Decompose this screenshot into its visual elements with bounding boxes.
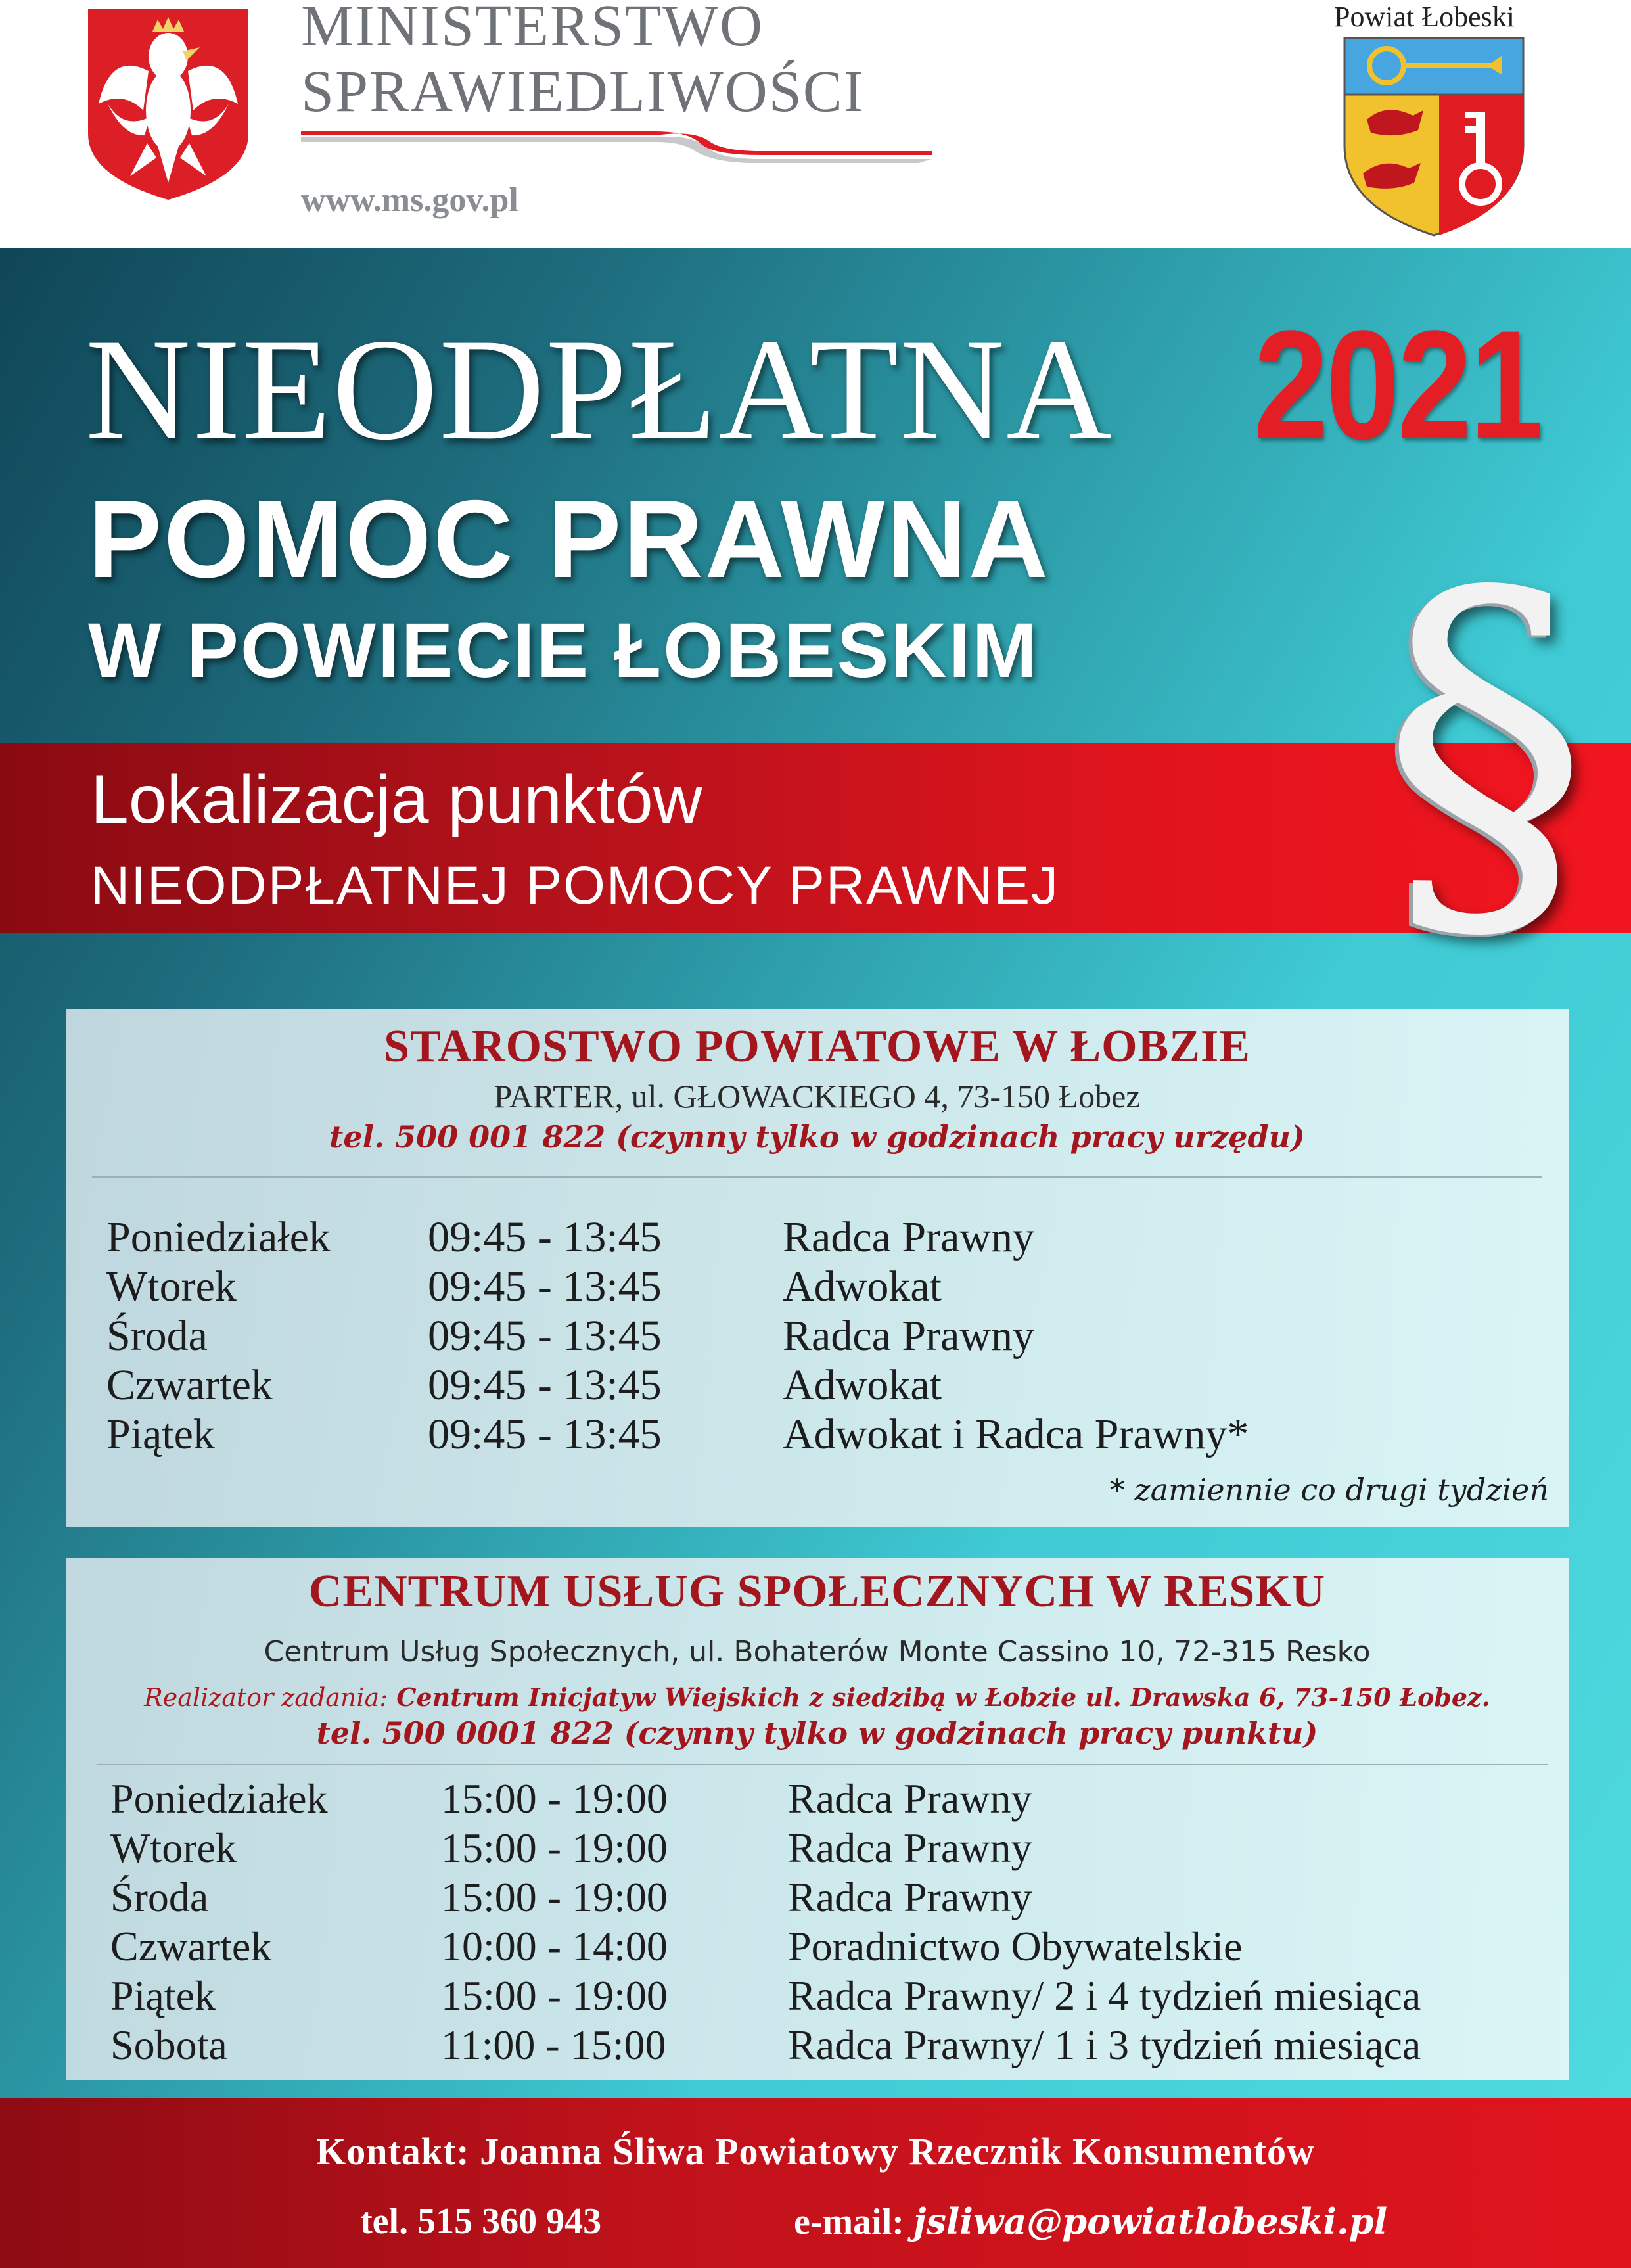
title-line3: W POWIECIE ŁOBESKIM [88, 607, 1039, 694]
location-name: CENTRUM USŁUG SPOŁECZNYCH W RESKU [308, 1566, 1326, 1617]
schedule-day: Piątek [106, 1410, 215, 1458]
schedule-day: Środa [110, 1874, 209, 1920]
divider [92, 1176, 1542, 1178]
schedule-role: Radca Prawny/ 2 i 4 tydzień miesiąca [788, 1972, 1421, 2019]
location-address: Centrum Usług Społecznych, ul. Bohaterów Monte Cassino 10, 72-315 Resko [264, 1635, 1371, 1669]
schedule-row [66, 1360, 1569, 1410]
paragraph-sign-icon: § [1380, 504, 1590, 994]
title-line1: NIEODPŁATNA [85, 309, 1113, 471]
schedule-hours: 11:00 - 15:00 [441, 2022, 666, 2068]
schedule-role: Radca Prawny [783, 1213, 1035, 1261]
schedule-day: Poniedziałek [110, 1775, 328, 1822]
schedule-row [66, 1774, 1569, 1824]
schedule-day: Czwartek [110, 1923, 272, 1970]
location-phone[interactable]: tel. 500 0001 822 (czynny tylko w godzinach pracy punktu) [316, 1715, 1318, 1751]
schedule-hours: 09:45 - 13:45 [428, 1361, 662, 1409]
location-phone[interactable]: tel. 500 001 822 (czynny tylko w godzinach pracy urzędu) [329, 1119, 1305, 1155]
schedule-day: Środa [106, 1312, 208, 1360]
schedule-hours: 09:45 - 13:45 [428, 1213, 662, 1261]
location-name: STAROSTWO POWIATOWE W ŁOBZIE [384, 1021, 1251, 1072]
schedule-hours: 15:00 - 19:00 [441, 1775, 668, 1822]
footer-contact: Kontakt: Joanna Śliwa Powiatowy Rzecznik Konsumentów [316, 2130, 1315, 2173]
schedule-hours: 09:45 - 13:45 [428, 1410, 662, 1458]
ministry-website[interactable]: www.ms.gov.pl [301, 181, 518, 219]
schedule-role: Radca Prawny [783, 1312, 1035, 1360]
schedule-row [66, 1311, 1569, 1361]
location-operator [66, 1682, 1569, 1712]
location-address: PARTER, ul. GŁOWACKIEGO 4, 73-150 Łobez [494, 1078, 1141, 1115]
schedule-hours: 15:00 - 19:00 [441, 1824, 668, 1871]
polish-eagle-emblem-icon [84, 5, 252, 202]
schedule-row [66, 1410, 1569, 1460]
divider [97, 1764, 1548, 1765]
schedule-day: Piątek [110, 1972, 216, 2019]
band-line2: NIEODPŁATNEJ POMOCY PRAWNEJ [91, 856, 1060, 915]
schedule-role: Adwokat i Radca Prawny* [783, 1410, 1249, 1458]
schedule-list [66, 1213, 1569, 1475]
schedule-row [66, 1262, 1569, 1312]
schedule-day: Wtorek [110, 1824, 237, 1871]
schedule-row [66, 1922, 1569, 1972]
powiat-coat-of-arms-icon [1341, 34, 1527, 238]
schedule-role: Poradnictwo Obywatelskie [788, 1923, 1243, 1970]
ministry-name-line2: SPRAWIEDLIWOŚCI [301, 59, 865, 124]
location-card-lobez [66, 1009, 1569, 1527]
schedule-day: Poniedziałek [106, 1213, 331, 1261]
schedule-role: Radca Prawny [788, 1824, 1032, 1871]
schedule-row [66, 1213, 1569, 1262]
schedule-hours: 09:45 - 13:45 [428, 1262, 662, 1310]
schedule-hours: 15:00 - 19:00 [441, 1874, 668, 1920]
schedule-list [66, 1774, 1569, 2077]
schedule-row [66, 2021, 1569, 2071]
email-label: e-mail: [794, 2202, 913, 2242]
schedule-role: Radca Prawny/ 1 i 3 tydzień miesiąca [788, 2022, 1421, 2068]
footer-phone[interactable]: tel. 515 360 943 [360, 2201, 602, 2242]
footer-email[interactable] [794, 2200, 1387, 2243]
band-line1: Lokalizacja punktów [91, 762, 702, 838]
schedule-day: Sobota [110, 2022, 227, 2068]
schedule-footnote: * zamiennie co drugi tydzień [1109, 1472, 1549, 1508]
schedule-hours: 10:00 - 14:00 [441, 1923, 668, 1970]
schedule-role: Adwokat [783, 1361, 942, 1409]
schedule-hours: 09:45 - 13:45 [428, 1312, 662, 1360]
schedule-role: Radca Prawny [788, 1775, 1032, 1822]
schedule-role: Adwokat [783, 1262, 942, 1310]
location-card-resko [66, 1558, 1569, 2080]
title-line2: POMOC PRAWNA [88, 477, 1050, 601]
schedule-day: Wtorek [106, 1262, 237, 1310]
schedule-row [66, 1972, 1569, 2022]
ministry-ribbon-icon [301, 131, 932, 164]
schedule-role: Radca Prawny [788, 1874, 1032, 1920]
email-link[interactable]: jsliwa@powiatlobeski.pl [913, 2200, 1388, 2242]
schedule-day: Czwartek [106, 1361, 273, 1409]
ministry-name-line1: MINISTERSTWO [301, 0, 764, 58]
schedule-hours: 15:00 - 19:00 [441, 1972, 668, 2019]
powiat-label: Powiat Łobeski [1334, 1, 1515, 33]
operator-label: Realizator zadania: [144, 1683, 388, 1712]
schedule-row [66, 1824, 1569, 1874]
operator-value: Centrum Inicjatyw Wiejskich z siedzibą w Łobzie ul. Drawska 6, 73-150 Łobez. [388, 1682, 1490, 1712]
title-year: 2021 [1254, 298, 1542, 472]
schedule-row [66, 1873, 1569, 1923]
